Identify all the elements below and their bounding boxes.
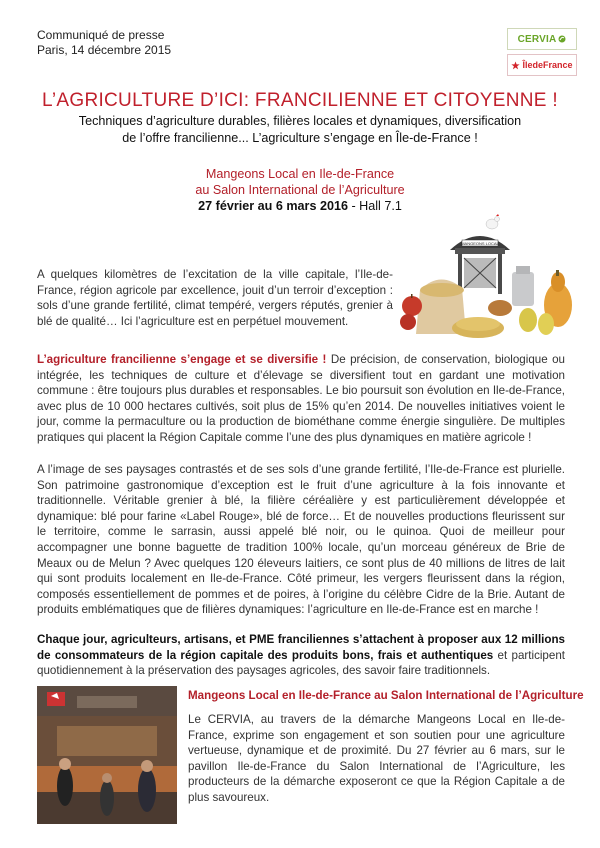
event-date: 27 février au 6 mars 2016	[198, 199, 348, 213]
paragraph-cervia: Le CERVIA, au travers de la démarche Mangeons Local en Ile-de-France, exprime son engagement et son soutien pour une agriculture vertueuse, dynamique et de proximité. Du 27 février au 6 mars, sur le pavillon Ile-de-France du Salon International de l’Agriculture, les producteurs de la démarche exposeront ce que la Région Capitale a de plus savoureux.	[188, 713, 565, 804]
salon-stand-photo	[37, 686, 177, 824]
produce-illustration	[400, 210, 580, 342]
idf-logo	[507, 54, 577, 76]
milk-can-icon	[512, 266, 534, 306]
star-icon	[511, 61, 520, 70]
event-block	[120, 166, 480, 214]
consommateurs-rest: et participent quotidiennement à la préservation des paysages agricoles, des savoir faire traditionnels.	[37, 648, 566, 678]
cervia-logo-text: CERVIA	[517, 33, 557, 45]
pavilion-icon	[450, 236, 510, 294]
event-line-1: Mangeons Local en Ile-de-France	[205, 167, 395, 181]
pavilion-sign: MANGEONS LOCAL	[461, 241, 499, 246]
intro-paragraph: A quelques kilomètres de l’excitation de la ville capitale, l’Ile-de-France, région agricole par excellence, jouit d’un terroir d’exception : sols d’une grande fertilité, climat tempéré, vergers réputés, grenier à blé de qualité… Ici l’agriculture est en perpétuel mouvement.	[37, 268, 393, 328]
leaf-icon	[558, 35, 566, 43]
press-release-label: Communiqué de presse	[37, 28, 165, 42]
bread-icon	[488, 300, 512, 316]
event-line-2: au Salon International de l’Agriculture	[195, 183, 405, 197]
place-date: Paris, 14 décembre 2015	[37, 43, 172, 57]
event-hall: - Hall 7.1	[347, 199, 402, 213]
subtitle	[60, 113, 540, 147]
consommateurs-bold: Chaque jour, agriculteurs, artisans, et PME franciliennes s’attachent à proposer aux 12 millions de consommateurs de la région capitale des produits bons, frais et authentiques	[37, 633, 565, 662]
cervia-logo	[507, 28, 577, 50]
paragraph-plurielle: A l’image de ses paysages contrastés et de ses sols d’une grande fertilité, l’Ile-de-France est plurielle. Son patrimoine gastronomique d’exception est le fruit d’une agriculture à la fois innovante et traditionnelle. Véritable grenier à blé, la filière céréalière y est particulièrement développée et dynamique: blé pour farine «Label Rouge», blé de force… Et de nouvelles productions fleurissent sur le territoire, comme le sarrasin, aussi appelé blé noir, ou le quinoa. Quoi de meilleur pour accompagner une bonne baguette de tradition 100% locale, qu’un morceau généreux de Brie de Meaux ou de Melun ? Avec quelques 120 éleveurs laitiers, ce sont plus de 40 millions de litres de lait qui sont produits localement en Ile-de-France. Côté primeur, les vergers fleurissent dans la région, composés essentiellement de pommes et de poires, à l’origine du célèbre Cidre de la Brie. Autant de produits emblématiques que de filières dynamiques: l’agriculture en Ile-de-France est en marche !	[37, 463, 565, 617]
salon-section-title: Mangeons Local en Ile-de-France au Salon International de l’Agriculture	[188, 689, 584, 702]
diversification-body: De précision, de conservation, biologique ou intégrée, les techniques de culture et d’élevage se diversifient tout en gardant une motivation commune : être toujours plus durables et responsables. Le bio poursuit son évolution en Ile-de-France, avec plus de 10 000 hectares cultivés, soit plus de 15% qu’en 2014. De nouvelles initiatives voient le jour, comme la permaculture ou la production de biométhane comme énergie singulière. De multiples pratiques qui placent la Région Capitale comme l’une des plus dynamiques en matière agricole !	[37, 353, 565, 444]
idf-logo-text: ÎledeFrance	[522, 60, 573, 70]
subtitle-line-2: de l’offre francilienne... L’agriculture s’engage en Île-de-France !	[122, 131, 478, 145]
press-header	[37, 28, 171, 58]
paragraph-diversification	[37, 352, 565, 446]
page-title: L’AGRICULTURE D’ICI: FRANCILIENNE ET CITOYENNE !	[42, 90, 558, 111]
paragraph-consommateurs	[37, 632, 565, 679]
subtitle-line-1: Techniques d’agriculture durables, filières locales et dynamiques, diversification	[78, 114, 522, 128]
diversification-lead: L’agriculture francilienne s’engage et se diversifie !	[37, 353, 327, 366]
rooster-icon	[486, 214, 500, 229]
